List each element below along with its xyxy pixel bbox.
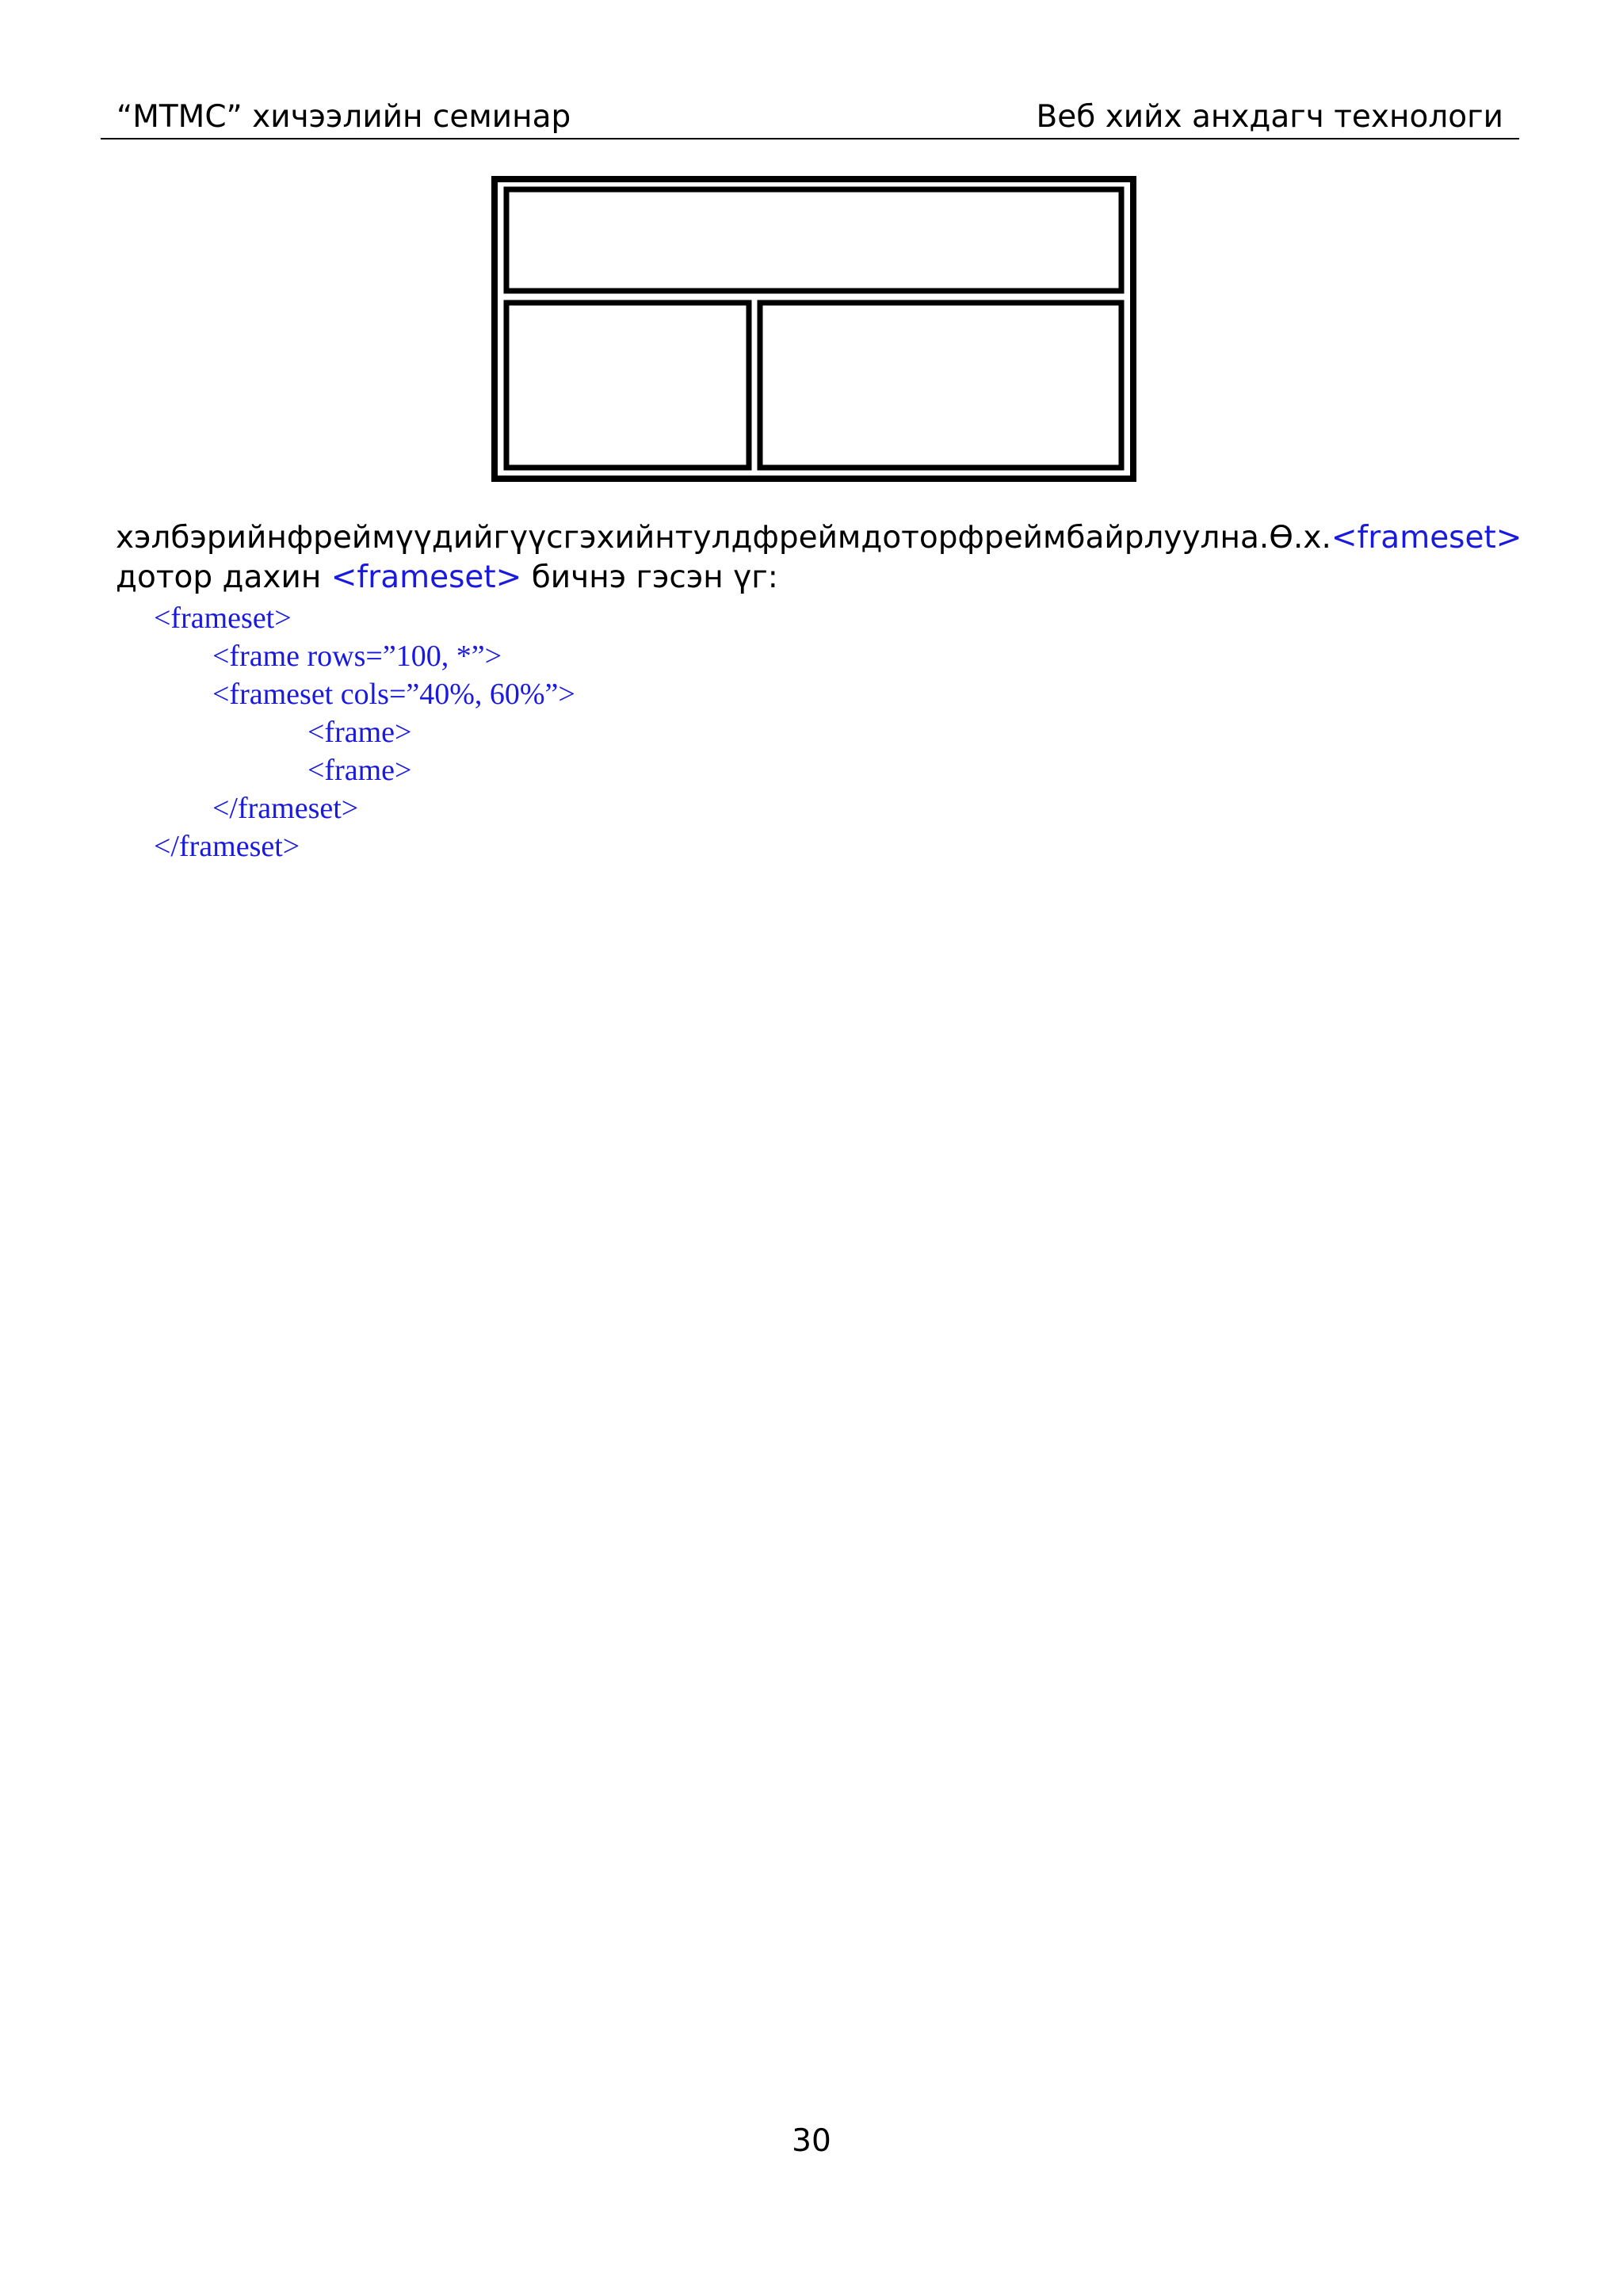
explanation-paragraph <box>116 518 1522 598</box>
code-line: <frame> <box>307 754 412 787</box>
frameset-tag-inline: <frameset> <box>1331 520 1522 556</box>
diagram-left-frame <box>506 303 749 468</box>
code-line: </frameset> <box>154 830 300 863</box>
word: фреймүүдийг <box>286 520 510 556</box>
code-line: <frameset cols=”40%, 60%”> <box>212 678 575 711</box>
code-line: </frameset> <box>212 792 359 825</box>
word: Ө.х. <box>1269 520 1331 556</box>
page-number: 30 <box>792 2123 831 2159</box>
code-line: <frame rows=”100, *”> <box>212 640 502 673</box>
word: хэлбэрийн <box>116 520 287 556</box>
word: фрейм <box>752 520 861 556</box>
paragraph-line-1 <box>116 518 1522 558</box>
paragraph-text: дотор дахин <box>116 560 331 595</box>
diagram-right-frame <box>760 303 1121 468</box>
word: тулд <box>674 520 753 556</box>
frameset-layout-diagram <box>491 176 1136 482</box>
paragraph-text: бичнэ гэсэн үг: <box>521 560 778 595</box>
word: байрлуулна. <box>1066 520 1270 556</box>
word: фрейм <box>957 520 1067 556</box>
page-header <box>101 95 1519 139</box>
code-line: <frameset> <box>154 602 292 635</box>
frameset-tag-inline: <frameset> <box>330 560 522 595</box>
paragraph-line-2 <box>116 558 1510 598</box>
header-chapter-title: Веб хийх анхдагч технологи <box>1036 99 1503 135</box>
header-course-title: “МТМС” хичээлийн семинар <box>116 99 571 135</box>
code-line: <frame> <box>307 716 412 749</box>
word: дотор <box>861 520 958 556</box>
word: үүсгэхийн <box>510 520 675 556</box>
diagram-top-frame <box>506 189 1121 291</box>
diagram-outer-frame <box>495 179 1133 479</box>
code-example <box>116 599 575 865</box>
